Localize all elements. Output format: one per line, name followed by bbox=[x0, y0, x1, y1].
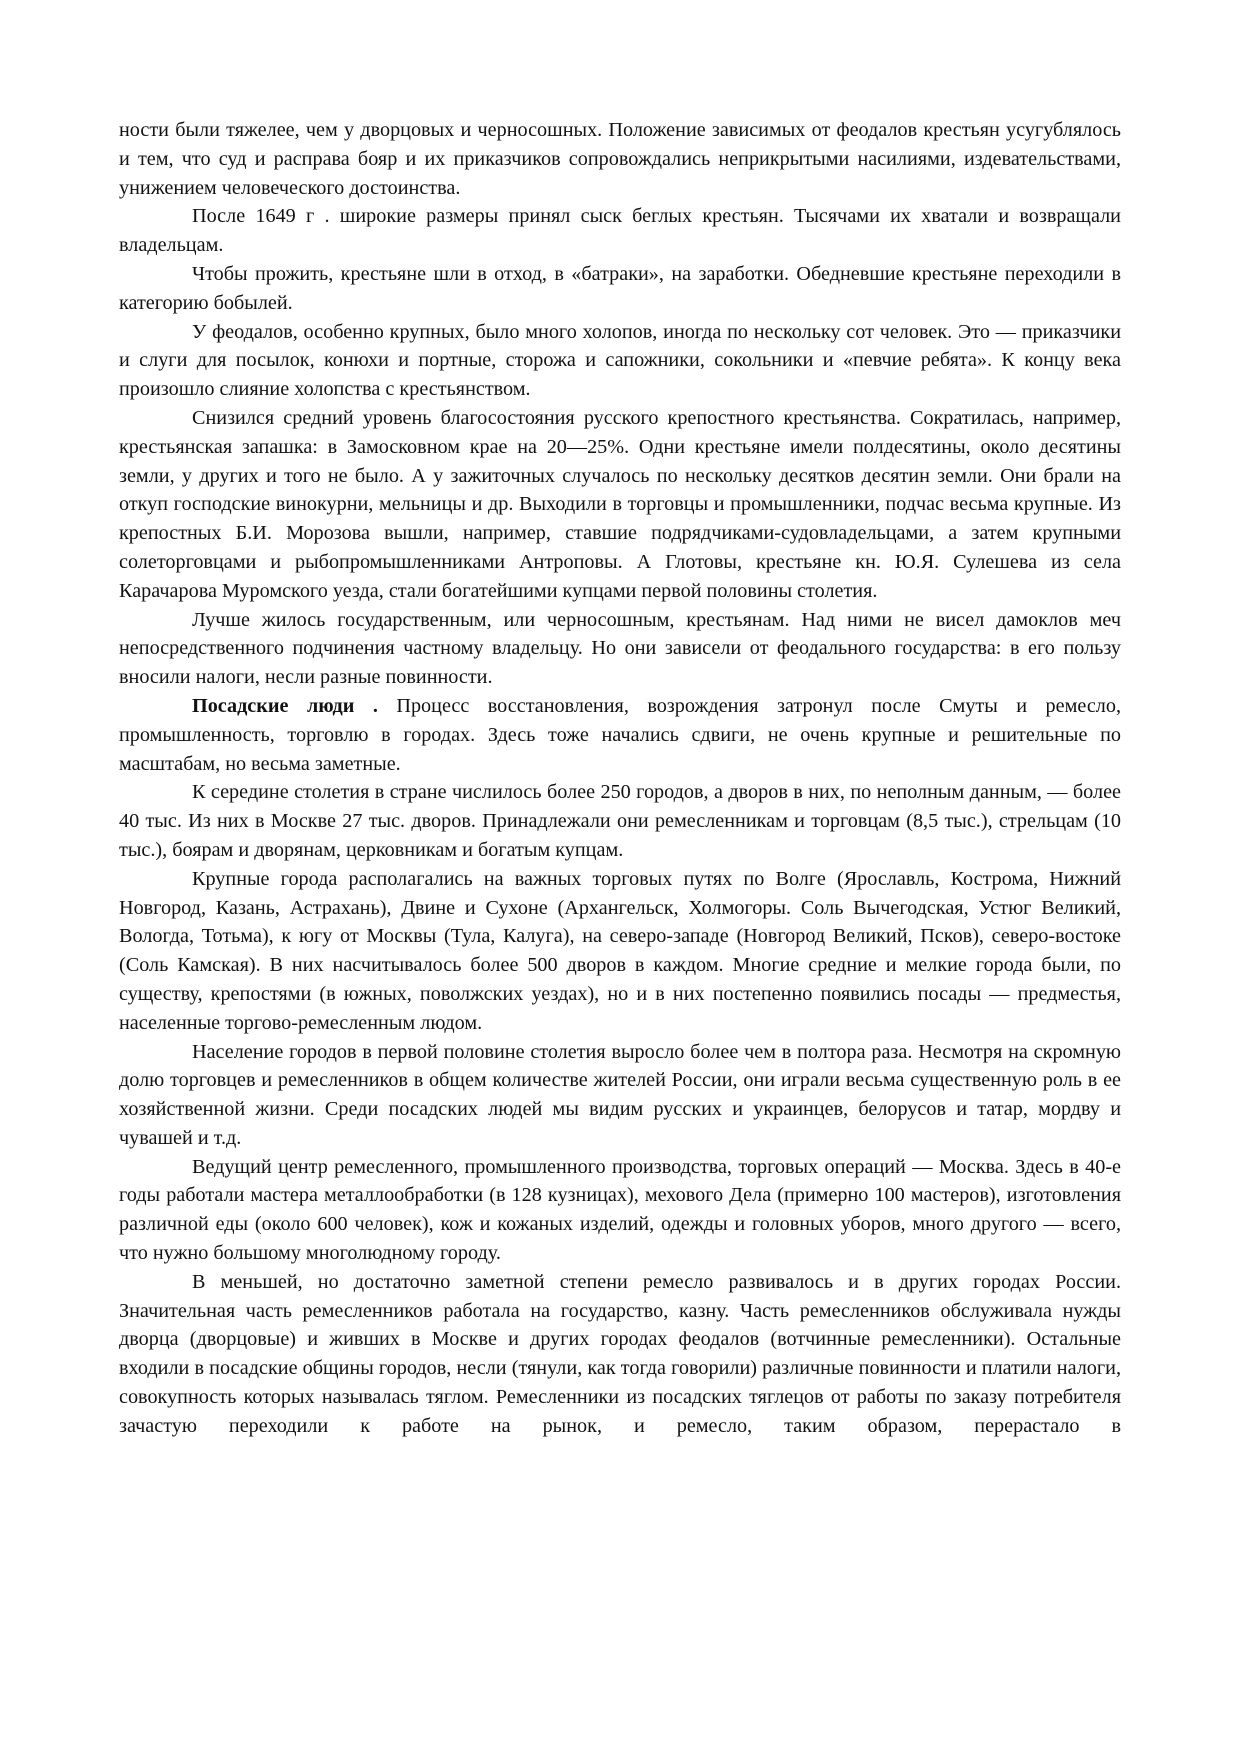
paragraph: В меньшей, но достаточно заметной степени ремесло развивалось и в других городах России. Значительная часть ремесленников работала на государство, казну. Часть ремесленников обслуживала нужды дворца (дворцовые) и живших в Москве и других городах феодалов (вотчинные ремесленники). Остальные входили в посадские общины городов, несли (тянули, как тогда говорили) различные повинности и платили налоги, совокупность которых называлась тяглом. Ремесленники из посадских тяглецов от работы по заказу потребителя зачастую переходили к работе на рынок, и ремесло, таким образом, перерастало в bbox=[119, 1270, 1121, 1437]
paragraph: У феодалов, особенно крупных, было много холопов, иногда по нескольку сот человек. Это — приказчики и слуги для посылок, конюхи и портные, сторожа и сапожники, сокольники и «певчие ребята». К концу века произошло слияние холопства с крестьянством. bbox=[119, 320, 1121, 401]
section-heading: Посадские люди . bbox=[192, 694, 378, 717]
paragraph: После 1649 г . широкие размеры принял сыск беглых крестьян. Тысячами их хватали и возвращали владельцам. bbox=[119, 205, 1121, 257]
paragraph: Чтобы прожить, крестьяне шли в отход, в «батраки», на заработки. Обедневшие крестьяне переходили в категорию бобылей. bbox=[119, 262, 1121, 314]
paragraph: Лучше жилось государственным, или черносошным, крестьянам. Над ними не висел дамоклов меч непосредственного подчинения частному владельцу. Но они зависели от феодального государства: в его пользу вносили налоги, несли разные повинности. bbox=[119, 608, 1121, 689]
paragraph: Население городов в первой половине столетия выросло более чем в полтора раза. Несмотря на скромную долю торговцев и ремесленников в общем количестве жителей России, они играли весьма существенную роль в ее хозяйственной жизни. Среди посадских людей мы видим русских и украинцев, белорусов и татар, мордву и чувашей и т.д. bbox=[119, 1040, 1121, 1149]
paragraph-posadskie-lyudi bbox=[119, 692, 1121, 778]
paragraph: Снизился средний уровень благосостояния русского крепостного крестьянства. Сократилась, например, крестьянская запашка: в Замосковном крае на 20—25%. Одни крестьяне имели полдесятины, около десятины земли, у других и того не было. А у зажиточных случалось по нескольку десятков десятин земли. Они брали на откуп господские винокурни, мельницы и др. Выходили в торговцы и промышленники, подчас весьма крупные. Из крепостных Б.И. Морозова вышли, например, ставшие подрядчиками-судовладельцами, а затем крупными солеторговцами и рыбопромышленниками Антроповы. А Глотовы, крестьяне кн. Ю.Я. Сулешева из села Карачарова Муромского уезда, стали богатейшими купцами первой половины столетия. bbox=[119, 406, 1121, 602]
paragraph: ности были тяжелее, чем у дворцовых и черносошных. Положение зависимых от феодалов крестьян усугублялось и тем, что суд и расправа бояр и их приказчиков сопровождались неприкрытыми насилиями, издевательствами, унижением человеческого достоинства. bbox=[119, 119, 1121, 199]
document-page bbox=[119, 116, 1121, 1441]
paragraph: К середине столетия в стране числилось более 250 городов, а дворов в них, по неполным данным, — более 40 тыс. Из них в Москве 27 тыс. дворов. Принадлежали они ремесленникам и торговцам (8,5 тыс.), стрельцам (10 тыс.), боярам и дворянам, церковникам и богатым купцам. bbox=[119, 781, 1121, 861]
paragraph-text: Процесс восстановления, возрождения затронул после Смуты и ремесло, промышленность, торговлю в городах. Здесь тоже начались сдвиги, не очень крупные и решительные по масштабам, но весьма заметные. bbox=[119, 694, 1121, 775]
paragraph: Ведущий центр ремесленного, промышленного производства, торговых операций — Москва. Здесь в 40-е годы работали мастера металлообработки (в 128 кузницах), мехового Дела (примерно 100 мастеров), изготовления различной еды (около 600 человек), кож и кожаных изделий, одежды и головных уборов, много другого — всего, что нужно большому многолюдному городу. bbox=[119, 1155, 1121, 1265]
paragraph: Крупные города располагались на важных торговых путях по Волге (Ярославль, Кострома, Нижний Новгород, Казань, Астрахань), Двине и Сухоне (Архангельск, Холмогоры. Соль Вычегодская, Устюг Великий, Вологда, Тотьма), к югу от Москвы (Тула, Калуга), на северо-западе (Новгород Великий, Псков), северо-востоке (Соль Камская). В них насчитывалось более 500 дворов в каждом. Многие средние и мелкие города были, по существу, крепостями (в южных, поволжских уездах), но и в них постепенно появились посады — предместья, населенные торгово-ремесленным людом. bbox=[119, 867, 1121, 1034]
